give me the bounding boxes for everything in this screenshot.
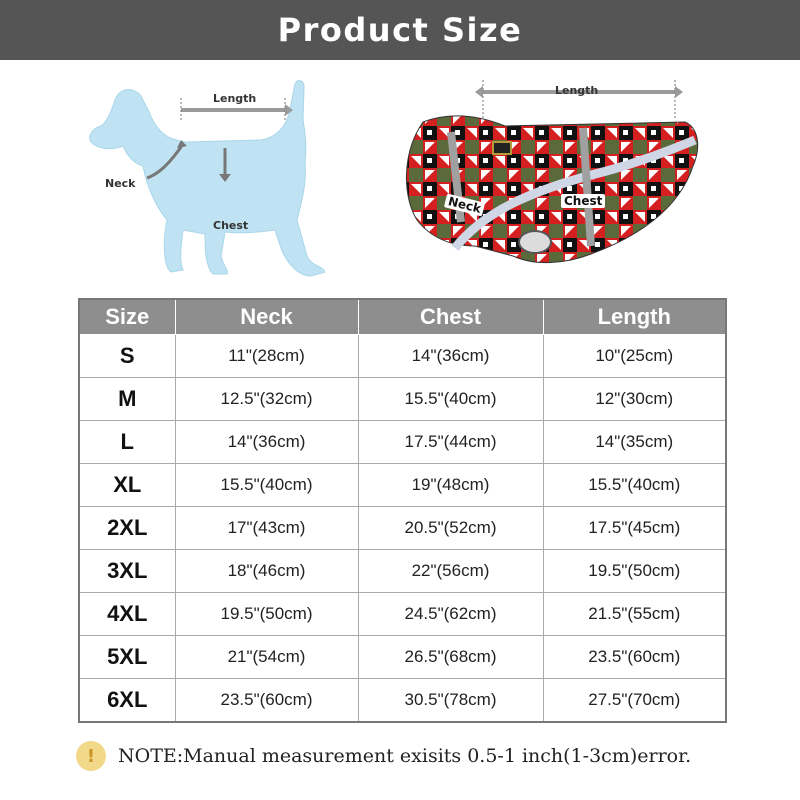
table-row <box>79 593 726 636</box>
length-cell: 27.5"(70cm) <box>543 679 726 723</box>
chest-cell: 30.5"(78cm) <box>358 679 543 723</box>
neck-cell: 11"(28cm) <box>175 335 358 378</box>
neck-cell: 14"(36cm) <box>175 421 358 464</box>
size-cell: 6XL <box>79 679 175 723</box>
chest-cell: 17.5"(44cm) <box>358 421 543 464</box>
chest-cell: 19"(48cm) <box>358 464 543 507</box>
table-row <box>79 464 726 507</box>
dog-length-label: Length <box>213 92 257 105</box>
dog-measurement-diagram <box>75 70 345 285</box>
table-row <box>79 421 726 464</box>
coat-chest-label: Chest <box>561 194 605 208</box>
header-size: Size <box>79 299 175 335</box>
size-cell: S <box>79 335 175 378</box>
chest-cell: 20.5"(52cm) <box>358 507 543 550</box>
length-cell: 19.5"(50cm) <box>543 550 726 593</box>
length-cell: 15.5"(40cm) <box>543 464 726 507</box>
table-row <box>79 636 726 679</box>
header-length: Length <box>543 299 726 335</box>
table-row <box>79 335 726 378</box>
size-cell: 4XL <box>79 593 175 636</box>
size-chart-table <box>78 298 727 723</box>
page-title: Product Size <box>277 11 523 49</box>
header-neck: Neck <box>175 299 358 335</box>
size-cell: 3XL <box>79 550 175 593</box>
dog-coat-icon <box>395 70 715 285</box>
chest-cell: 26.5"(68cm) <box>358 636 543 679</box>
dog-chest-label: Chest <box>213 219 249 232</box>
title-banner <box>0 0 800 60</box>
neck-cell: 19.5"(50cm) <box>175 593 358 636</box>
size-cell: XL <box>79 464 175 507</box>
length-cell: 21.5"(55cm) <box>543 593 726 636</box>
exclamation-icon: ! <box>76 741 106 771</box>
dog-neck-label: Neck <box>105 177 136 190</box>
neck-cell: 23.5"(60cm) <box>175 679 358 723</box>
coat-length-label: Length <box>555 84 599 97</box>
size-cell: 2XL <box>79 507 175 550</box>
header-chest: Chest <box>358 299 543 335</box>
chest-cell: 24.5"(62cm) <box>358 593 543 636</box>
length-cell: 23.5"(60cm) <box>543 636 726 679</box>
length-cell: 17.5"(45cm) <box>543 507 726 550</box>
length-cell: 12"(30cm) <box>543 378 726 421</box>
table-header-row <box>79 299 726 335</box>
chest-cell: 14"(36cm) <box>358 335 543 378</box>
neck-cell: 21"(54cm) <box>175 636 358 679</box>
chest-cell: 22"(56cm) <box>358 550 543 593</box>
table-row <box>79 507 726 550</box>
length-cell: 14"(35cm) <box>543 421 726 464</box>
coat-neck-label: Neck <box>444 193 486 216</box>
table-row <box>79 679 726 723</box>
size-cell: 5XL <box>79 636 175 679</box>
coat-measurement-diagram <box>395 70 715 285</box>
measurement-note <box>76 740 691 772</box>
neck-cell: 15.5"(40cm) <box>175 464 358 507</box>
size-cell: L <box>79 421 175 464</box>
chest-cell: 15.5"(40cm) <box>358 378 543 421</box>
length-cell: 10"(25cm) <box>543 335 726 378</box>
note-text: NOTE:Manual measurement exisits 0.5-1 inch(1-3cm)error. <box>118 745 692 767</box>
table-row <box>79 550 726 593</box>
neck-cell: 18"(46cm) <box>175 550 358 593</box>
neck-cell: 12.5"(32cm) <box>175 378 358 421</box>
table-row <box>79 378 726 421</box>
size-cell: M <box>79 378 175 421</box>
neck-cell: 17"(43cm) <box>175 507 358 550</box>
